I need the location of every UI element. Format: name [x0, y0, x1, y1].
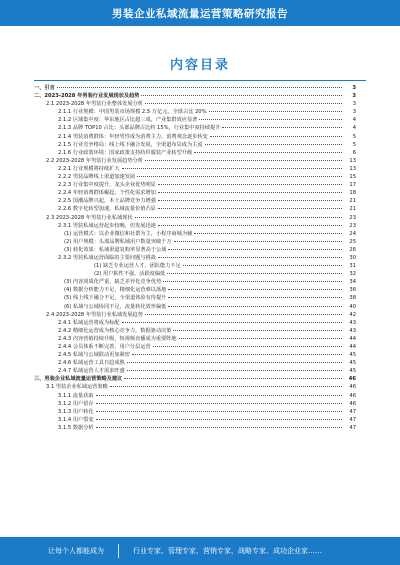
toc-entry-page: 36	[349, 287, 356, 294]
toc-entry-page: 42	[349, 311, 356, 318]
toc-entry-title: 2.4.5 私域与公域联动更加紧密	[58, 352, 130, 359]
toc-entry-title: 2.4.6 私域运营工具日趋成熟	[58, 360, 125, 367]
toc-entry-page: 43	[349, 319, 356, 326]
toc-leader-dots	[153, 346, 342, 347]
footer-divider	[118, 544, 119, 558]
page-footer	[0, 537, 400, 565]
toc-entry-title: 3.1.3 用户转化	[58, 408, 94, 415]
toc-leader-dots	[96, 403, 342, 404]
toc-leader-dots	[173, 330, 342, 331]
toc-leader-dots	[57, 87, 342, 88]
table-of-contents	[34, 84, 356, 432]
toc-leader-dots	[194, 233, 342, 234]
toc-leader-dots	[127, 362, 342, 363]
toc-entry[interactable]	[34, 189, 356, 197]
toc-entry-title: (4) 数据分析能力不足，精细化运营难以落地	[64, 287, 167, 294]
toc-leader-dots	[96, 419, 342, 420]
toc-entry[interactable]	[34, 424, 356, 432]
toc-entry-title: (5) 线上线下融合不足，全渠道体验有待提升	[64, 295, 167, 302]
toc-leader-dots	[135, 217, 342, 218]
toc-entry-page: 46	[349, 384, 356, 391]
toc-entry-title: 一、引言	[34, 85, 55, 91]
toc-entry[interactable]	[34, 197, 356, 205]
toc-leader-dots	[96, 395, 342, 396]
toc-entry-page: 46	[348, 376, 356, 383]
toc-entry[interactable]	[34, 254, 356, 262]
toc-entry-page: 13	[349, 165, 356, 172]
toc-entry[interactable]	[34, 400, 356, 408]
toc-entry[interactable]	[34, 351, 356, 359]
toc-entry-title: 2.3 2023-2028 年男装行业私域现状	[46, 214, 133, 221]
toc-entry-title: (2) 用户粘性不强，活跃度偏低	[94, 271, 166, 278]
toc-entry-title: 2.4.4 会员体系不断完善，用户分层运营	[58, 344, 151, 350]
report-title: 男装企业私域流量运营策略研究报告	[112, 7, 288, 20]
toc-entry-title: 2.2 2023-2028 年男装行业发展趋势分析	[46, 157, 143, 164]
toc-leader-dots	[132, 354, 342, 355]
toc-entry[interactable]	[34, 383, 356, 391]
toc-entry-page: 43	[349, 327, 356, 334]
toc-entry-title: 2.1.5 行业竞争格局：线上线下融合发展，全渠道布局成为主流	[58, 141, 203, 148]
toc-entry[interactable]	[34, 286, 356, 294]
toc-entry[interactable]	[34, 416, 356, 424]
toc-entry-title: 2.2.5 国潮品牌兴起，本土品牌竞争力增强	[58, 198, 156, 205]
toc-entry-page: 23	[349, 214, 356, 221]
toc-entry-page: 15	[349, 174, 356, 181]
toc-entry[interactable]	[34, 108, 356, 116]
footer-slogan: 让每个人都能成为	[48, 547, 104, 555]
toc-entry-page: 45	[349, 352, 356, 359]
toc-entry-title: 2.1.6 行业政策环境：国家政策支持纺织服装产业转型升级	[58, 149, 193, 156]
toc-entry-title: 2.1.3 品牌 TOP10 占比：头部品牌占比约 15%，行业集中度持续提升	[58, 125, 221, 132]
toc-leader-dots	[96, 411, 342, 412]
toc-entry[interactable]	[34, 392, 356, 400]
toc-entry[interactable]	[34, 359, 356, 367]
toc-leader-dots	[168, 297, 342, 298]
toc-entry-title: (3) 转化效果：私域渠道复购率显著高于公域	[64, 246, 167, 253]
toc-entry-page: 40	[349, 303, 356, 310]
toc-entry-title: 2.4.1 私域运营将成为标配	[58, 319, 120, 326]
toc-entry-title: 2.2.2 男装品牌线上渠道加速发展	[58, 174, 136, 181]
toc-entry-title: 2.3.2 男装私域运营面临的主要问题与挑战	[58, 254, 156, 261]
toc-entry-page: 47	[349, 408, 356, 415]
toc-entry-page: 21	[349, 198, 356, 205]
toc-entry[interactable]	[34, 230, 356, 238]
toc-leader-dots	[210, 136, 342, 137]
toc-leader-dots	[158, 184, 342, 185]
toc-entry-page: 47	[349, 416, 356, 423]
toc-entry-page: 17	[349, 182, 356, 189]
toc-entry-page: 5	[352, 141, 356, 148]
toc-entry-page: 3	[352, 85, 356, 91]
toc-entry-page: 34	[349, 279, 356, 286]
toc-entry[interactable]	[34, 327, 356, 335]
toc-leader-dots	[110, 386, 342, 387]
toc-entry[interactable]	[34, 238, 356, 246]
toc-entry[interactable]	[34, 214, 356, 222]
toc-entry-page: 38	[349, 295, 356, 302]
toc-entry-page: 18	[349, 190, 356, 197]
toc-leader-dots	[183, 265, 342, 266]
toc-entry-page: 13	[349, 157, 356, 164]
toc-entry[interactable]	[34, 100, 356, 108]
toc-entry-title: 2.4.2 精细化运营成为核心竞争力，数据驱动决策	[58, 327, 172, 334]
toc-entry-page: 46	[349, 400, 356, 407]
toc-leader-dots	[222, 127, 342, 128]
toc-entry[interactable]	[34, 222, 356, 230]
toc-leader-dots	[137, 176, 342, 177]
toc-entry-title: (1) 运营模式：以企业微信和社群为主，小程序商城为辅	[64, 230, 193, 237]
toc-leader-dots	[174, 241, 342, 242]
toc-leader-dots	[168, 289, 342, 290]
toc-entry-page: 3	[352, 93, 356, 100]
toc-leader-dots	[158, 225, 342, 226]
toc-leader-dots	[168, 249, 342, 250]
toc-entry[interactable]	[34, 116, 356, 124]
toc-entry-page: 3	[352, 101, 356, 108]
toc-leader-dots	[158, 200, 342, 201]
toc-entry-page: 26	[349, 246, 356, 253]
toc-entry[interactable]	[34, 124, 356, 132]
toc-entry[interactable]	[34, 311, 356, 319]
toc-entry[interactable]	[34, 157, 356, 165]
toc-entry[interactable]	[34, 408, 356, 416]
toc-entry-title: (6) 私域与公域协同不足，流量转化效率偏低	[64, 303, 167, 310]
toc-entry-title: 2.2.1 行业规模将持续扩大	[58, 165, 120, 172]
toc-leader-dots	[179, 338, 342, 339]
toc-leader-dots	[158, 208, 342, 209]
toc-entry-title: 2.4.7 私域运营人才需求旺盛	[58, 368, 125, 375]
toc-entry[interactable]	[34, 205, 356, 213]
toc-entry-page: 32	[349, 271, 356, 278]
toc-entry-title: 2.4.3 内容营销持续升级，短视频直播成为重要阵地	[58, 335, 177, 342]
toc-leader-dots	[122, 322, 342, 323]
toc-heading: 内容目录	[169, 58, 230, 73]
toc-leader-dots	[122, 168, 342, 169]
page-header	[0, 0, 400, 26]
toc-entry[interactable]	[34, 367, 356, 375]
toc-entry-page: 3	[352, 109, 356, 116]
toc-leader-dots	[199, 119, 342, 120]
toc-entry-title: (3) 内容同质化严重，缺乏差异化竞争优势	[64, 279, 162, 286]
toc-leader-dots	[145, 160, 342, 161]
toc-entry-page: 46	[349, 392, 356, 399]
toc-entry-page: 4	[352, 125, 356, 132]
toc-entry[interactable]	[34, 181, 356, 189]
toc-leader-dots	[167, 273, 342, 274]
toc-entry-page: 44	[349, 335, 356, 342]
toc-entry-page: 24	[349, 230, 356, 237]
toc-entry-page: 45	[349, 360, 356, 367]
toc-entry[interactable]	[34, 149, 356, 157]
toc-entry[interactable]	[34, 262, 356, 270]
toc-entry-page: 4	[352, 117, 356, 124]
toc-entry-title: 3.1.5 数据分析	[58, 424, 94, 431]
toc-entry-title: 2.4 2023-2028 年男装行业私域发展趋势	[46, 311, 143, 318]
toc-leader-dots	[205, 144, 342, 145]
toc-entry-title: 三、男装企业私域流量运营策略及建议	[34, 376, 123, 383]
toc-entry[interactable]	[34, 246, 356, 254]
toc-entry-page: 44	[349, 344, 356, 350]
toc-entry-title: 2.3.1 男装私域运营起步较晚，但发展迅速	[58, 222, 156, 229]
toc-entry-title: 2.1.4 男装消费群体：年轻男性成为消费主力，消费观念逐步转变	[58, 133, 208, 140]
toc-entry-page: 30	[349, 254, 356, 261]
toc-entry-title: (2) 用户规模：头部品牌私域用户数量突破千万	[64, 238, 172, 245]
toc-leader-dots	[209, 111, 342, 112]
toc-entry-page: 45	[349, 368, 356, 375]
toc-entry-title: 2.1 2023-2028 年男装行业整体发展分析	[46, 101, 143, 108]
toc-entry-title: 2.1.1 行业规模：中国男装市场规模 2.5 万亿元，全球占比 20%	[58, 109, 207, 116]
heading-rule	[34, 80, 366, 81]
footer-tagline: 行业专家、管理专家、营销专家、战略专家、成功企业家……	[133, 547, 322, 555]
toc-entry-page: 5	[352, 133, 356, 140]
toc-leader-dots	[141, 95, 342, 96]
toc-entry-title: 3.1.4 用户裂变	[58, 416, 94, 423]
toc-entry-page: 21	[349, 206, 356, 213]
toc-entry[interactable]	[34, 165, 356, 173]
toc-entry[interactable]	[34, 92, 356, 100]
toc-entry-page: 25	[349, 238, 356, 245]
toc-entry-title: 二、2023-2028 年男装行业发展现状及趋势	[34, 93, 140, 100]
toc-entry[interactable]	[34, 343, 356, 351]
toc-entry-title: 2.2.4 年轻消费群体崛起，个性化需求增加	[58, 190, 156, 197]
toc-leader-dots	[158, 257, 342, 258]
toc-entry[interactable]	[34, 84, 356, 92]
toc-entry-title: 3.1.2 用户留存	[58, 400, 94, 407]
toc-leader-dots	[145, 314, 342, 315]
toc-entry-title: 3.1 男装企业私域运营策略	[46, 384, 108, 391]
toc-entry-page: 23	[349, 222, 356, 229]
toc-leader-dots	[96, 427, 342, 428]
toc-entry-title: 2.2.6 数字化转型加速，私域流量价值凸显	[58, 206, 156, 213]
toc-entry-page: 31	[349, 263, 356, 270]
toc-entry-title: 3.1.1 流量获取	[58, 392, 94, 399]
toc-entry-title: (1) 缺乏专业运营人才，团队能力不足	[94, 263, 181, 270]
toc-leader-dots	[158, 192, 342, 193]
toc-leader-dots	[127, 370, 342, 371]
toc-entry-page: 6	[352, 149, 356, 156]
toc-entry-page: 47	[349, 424, 356, 431]
toc-leader-dots	[168, 306, 342, 307]
toc-leader-dots	[194, 152, 342, 153]
toc-entry[interactable]	[34, 173, 356, 181]
toc-entry[interactable]	[34, 133, 356, 141]
toc-entry[interactable]	[34, 375, 356, 383]
toc-leader-dots	[163, 281, 342, 282]
toc-entry[interactable]	[34, 319, 356, 327]
toc-entry-title: 2.1.2 区域集中度：华东地区占比超三成，产业集群效应显著	[58, 117, 198, 124]
toc-entry[interactable]	[34, 270, 356, 278]
toc-leader-dots	[145, 103, 342, 104]
toc-entry[interactable]	[34, 278, 356, 286]
toc-entry[interactable]	[34, 141, 356, 149]
toc-leader-dots	[124, 378, 342, 379]
toc-entry[interactable]	[34, 335, 356, 343]
toc-entry-title: 2.2.3 行业集中度提升，龙头企业优势明显	[58, 182, 156, 189]
toc-entry[interactable]	[34, 303, 356, 311]
toc-entry[interactable]	[34, 294, 356, 302]
